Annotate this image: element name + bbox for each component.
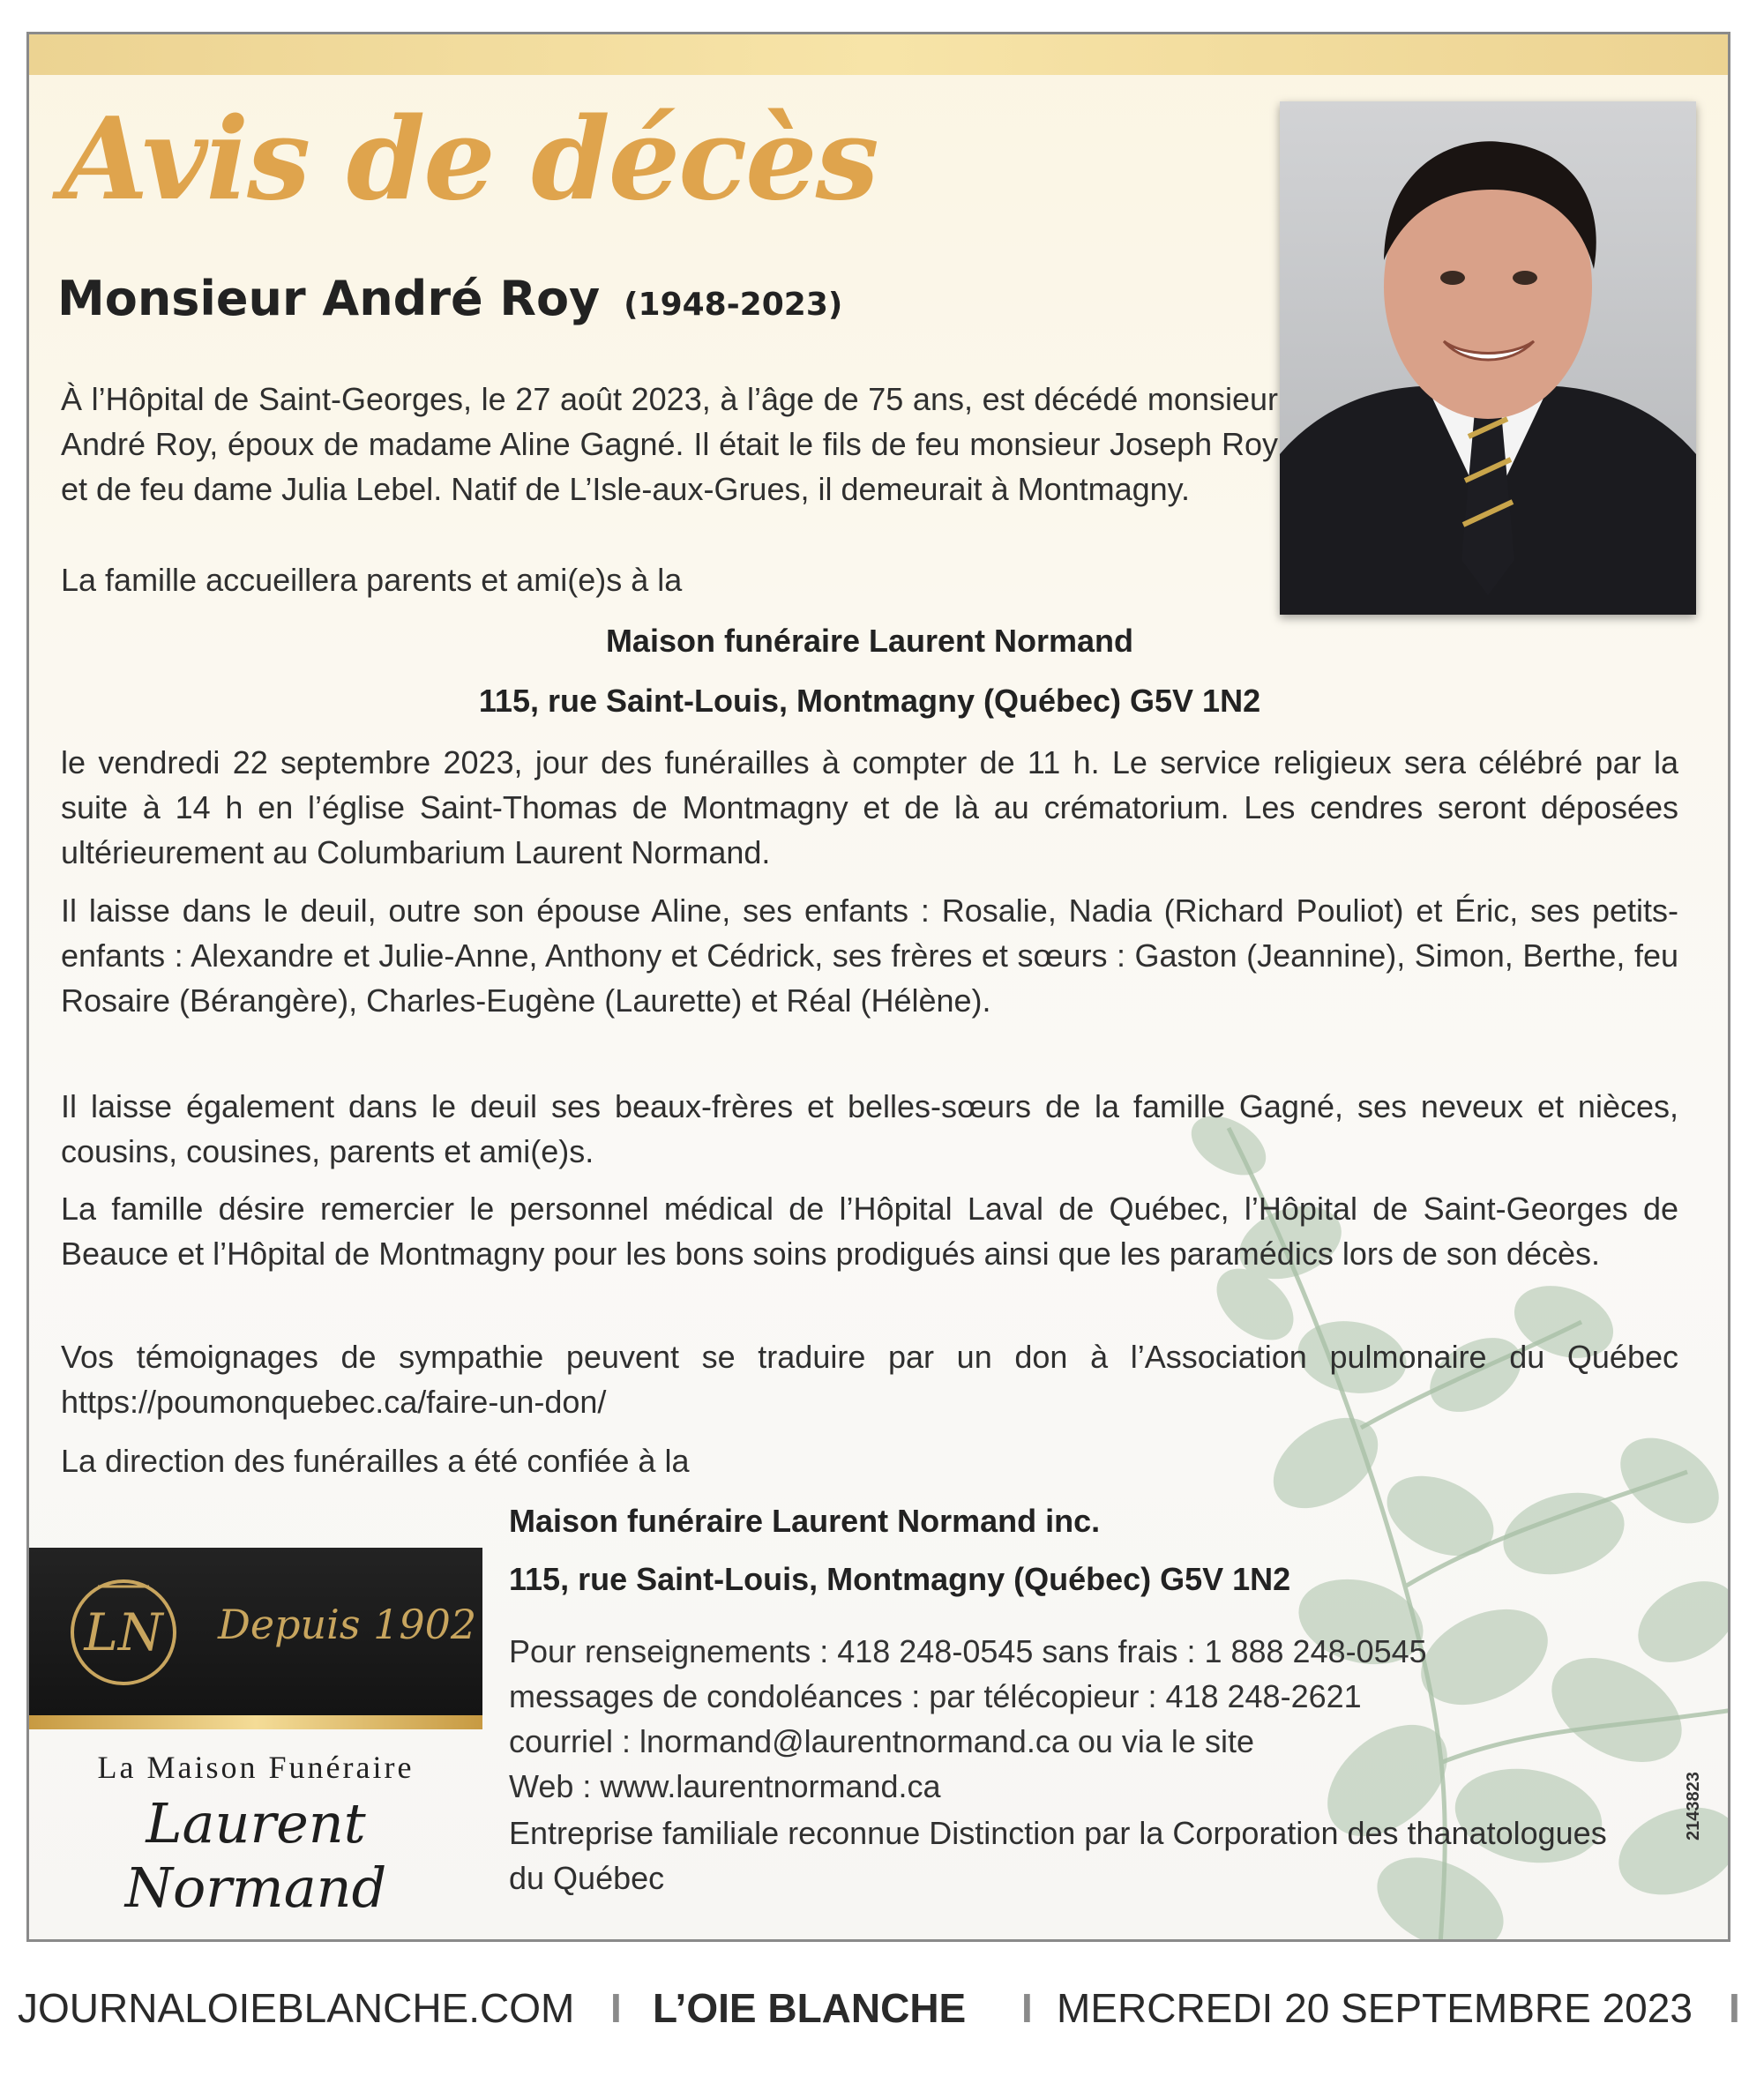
top-gold-band	[29, 34, 1728, 75]
newspaper-footer	[18, 1975, 1746, 2046]
logo-since: Depuis 1902	[218, 1601, 477, 1648]
obituary-notice	[26, 32, 1730, 1942]
notice-paragraph-5: Il laisse également dans le deuil ses beaux-frères et belles-sœurs de la famille Gagné, ses neveux et nièces, cousins, cousines, parents et ami(e)s.	[61, 1088, 1678, 1169]
portrait-photo	[1280, 101, 1696, 615]
footer-site: JOURNALOIEBLANCHE.COM	[18, 1985, 575, 2031]
contact-info	[509, 1629, 1427, 1809]
ln-monogram-icon	[63, 1569, 184, 1691]
contact-line-phone: Pour renseignements : 418 248-0545 sans frais : 1 888 248-0545	[509, 1633, 1427, 1669]
contact-line-fax: messages de condoléances : par télécopieur : 418 248-2621	[509, 1678, 1362, 1714]
notice-paragraph-6: La famille désire remercier le personnel médical de l’Hôpital Laval de Québec, l’Hôpital de Saint-Georges de Beauce et l’Hôpital de Montmagny pour les bons soins prodigués ainsi que les paramédics lors de son décès.	[61, 1191, 1678, 1272]
logo-gold-bar	[29, 1715, 482, 1729]
footer-date: MERCREDI 20 SEPTEMBRE 2023	[1057, 1985, 1693, 2031]
notice-paragraph-3: le vendredi 22 septembre 2023, jour des funérailles à compter de 11 h. Le service religieux sera célébré par la suite à 14 h en l’église Saint-Thomas de Montmagny et de là au crématorium. Les cendres seront déposées ultérieurement au Columbarium Laurent Normand.	[61, 744, 1678, 870]
deceased-years: (1948-2023)	[624, 287, 843, 323]
notice-paragraph-1: À l’Hôpital de Saint-Georges, le 27 août 2023, à l’âge de 75 ans, est décédé monsieur André Roy, époux de madame Aline Gagné. Il était le fils de feu monsieur Joseph Roy et de feu dame Julia Lebel. Natif de L’Isle-aux-Grues, il demeurait à Montmagny.	[61, 381, 1278, 507]
contact-line-email: courriel : lnormand@laurentnormand.ca ou via le site	[509, 1723, 1254, 1759]
deceased-name-text: Monsieur André Roy	[57, 271, 601, 326]
ad-reference-number: 2143823	[1684, 1772, 1703, 1840]
contact-line-web: Web : www.laurentnormand.ca	[509, 1768, 941, 1804]
visitation-address: 115, rue Saint-Louis, Montmagny (Québec) G5V 1N2	[478, 683, 1261, 719]
footer-separator-1: I	[610, 1985, 622, 2031]
distinction-text: Entreprise familiale reconnue Distinction par la Corporation des thanatologues du Québec	[509, 1815, 1607, 1896]
funeral-home-address: 115, rue Saint-Louis, Montmagny (Québec) G5V 1N2	[509, 1561, 1291, 1597]
ln-monogram-text: LN	[84, 1602, 163, 1662]
funeral-home-name: Maison funéraire Laurent Normand inc.	[509, 1503, 1101, 1539]
deceased-name	[57, 273, 842, 325]
footer-paper: L’OIE BLANCHE	[653, 1985, 967, 2031]
notice-paragraph-2: La famille accueillera parents et ami(e)s à la	[61, 562, 683, 598]
logo-name: Laurent Normand	[124, 1791, 387, 1920]
notice-paragraph-4: Il laisse dans le deuil, outre son épouse Aline, ses enfants : Rosalie, Nadia (Richard Pouliot) et Éric, ses petits-enfants : Alexandre et Julie-Anne, Anthony et Cédrick, ses frères et sœurs : Gaston (Jeannine), Simon, Berthe, feu Rosaire (Bérangère), Charles-Eugène (Laurette) et Réal (Hélène).	[61, 892, 1678, 1019]
footer-separator-2: I	[1021, 1985, 1033, 2031]
visitation-place: Maison funéraire Laurent Normand	[605, 623, 1134, 659]
notice-paragraph-7: Vos témoignages de sympathie peuvent se traduire par un don à l’Association pulmonaire du Québec https://poumonquebec.ca/faire-un-don/	[61, 1339, 1678, 1420]
logo-label: La Maison Funéraire	[97, 1750, 415, 1785]
notice-paragraph-8: La direction des funérailles a été confiée à la	[61, 1443, 690, 1479]
notice-heading: Avis de décès	[61, 93, 878, 226]
footer-separator-3: I	[1729, 1985, 1740, 2031]
